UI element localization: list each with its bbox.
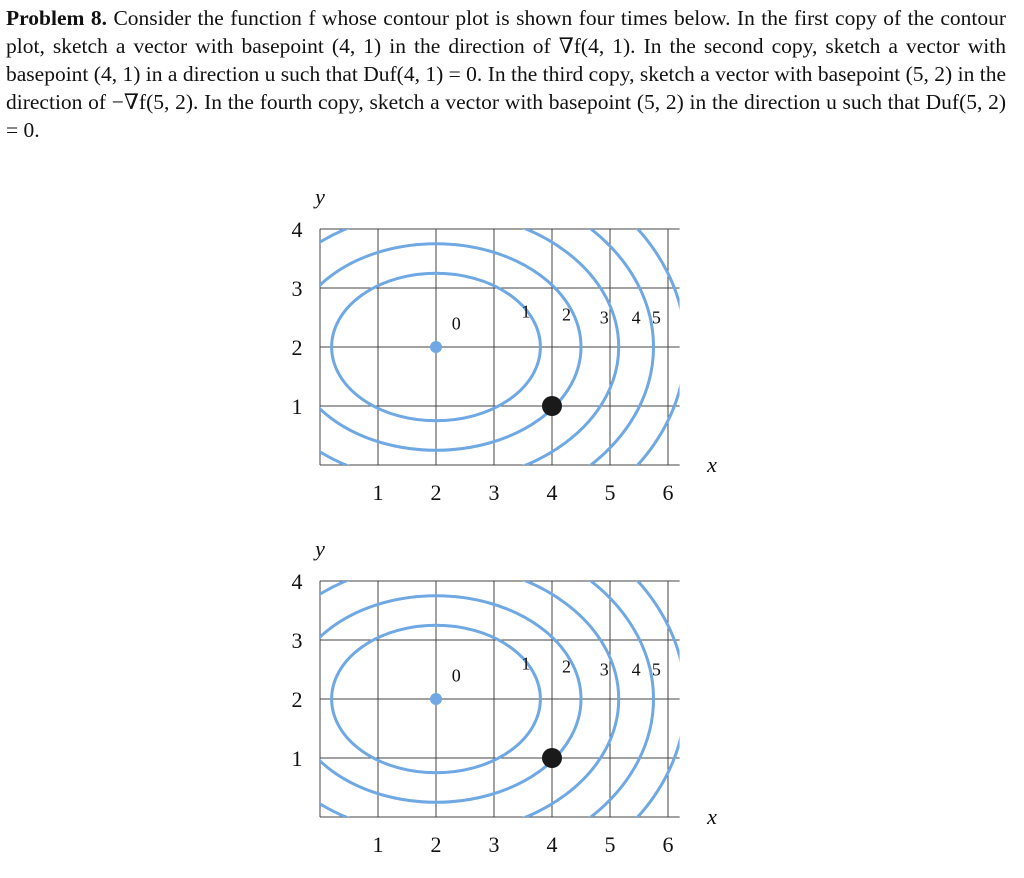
contour-label-4: 4	[631, 307, 641, 328]
x-tick-label: 3	[488, 480, 500, 505]
contour-label-1: 1	[521, 653, 531, 674]
contour-plot-1	[0, 180, 1024, 526]
contour-label-5: 5	[651, 307, 661, 328]
y-tick-label: 4	[291, 569, 303, 594]
x-tick-label: 4	[546, 832, 558, 857]
contour-label-5: 5	[651, 659, 661, 680]
x-axis-label: x	[707, 452, 717, 477]
contour-label-0: 0	[451, 665, 461, 686]
x-tick-label: 5	[604, 480, 616, 505]
contour-plot-2	[0, 532, 1024, 878]
problem-label: Problem 8.	[6, 6, 107, 30]
x-tick-label: 3	[488, 832, 500, 857]
y-tick-label: 4	[291, 217, 303, 242]
x-tick-label: 6	[662, 480, 674, 505]
x-tick-label: 5	[604, 832, 616, 857]
minimum-point	[430, 693, 442, 705]
x-tick-label: 1	[372, 832, 384, 857]
marked-point	[542, 748, 562, 768]
x-tick-label: 2	[430, 832, 442, 857]
problem-statement	[6, 4, 1006, 144]
contour-label-2: 2	[562, 304, 571, 325]
contour-label-4: 4	[631, 659, 641, 680]
contour-label-2: 2	[562, 656, 571, 677]
minimum-point	[430, 341, 442, 353]
y-tick-label: 2	[291, 687, 303, 712]
y-axis-label: y	[315, 536, 325, 561]
y-tick-label: 2	[291, 335, 303, 360]
contour-label-3: 3	[599, 307, 609, 328]
y-axis-label: y	[315, 184, 325, 209]
x-tick-label: 4	[546, 480, 558, 505]
contour-label-3: 3	[599, 659, 609, 680]
marked-point	[542, 396, 562, 416]
y-tick-label: 1	[291, 746, 303, 771]
x-tick-label: 6	[662, 832, 674, 857]
x-axis-label: x	[707, 804, 717, 829]
x-tick-label: 1	[372, 480, 384, 505]
problem-body: Consider the function f whose contour plot is shown four times below. In the first copy of the contour plot, sketch a vector with basepoint (4, 1) in the direction of ∇f(4, 1). In the second copy, sketch a vector with basepoint (4, 1) in a direction u such that Duf(4, 1) = 0. In the third copy, sketch a vector with basepoint (5, 2) in the direction of −∇f(5, 2). In the fourth copy, sketch a vector with basepoint (5, 2) in the direction u such that Duf(5, 2) = 0.	[6, 6, 1007, 142]
y-tick-label: 3	[291, 276, 303, 301]
y-tick-label: 1	[291, 394, 303, 419]
contour-label-1: 1	[521, 301, 531, 322]
contour-label-0: 0	[451, 313, 461, 334]
x-tick-label: 2	[430, 480, 442, 505]
y-tick-label: 3	[291, 628, 303, 653]
